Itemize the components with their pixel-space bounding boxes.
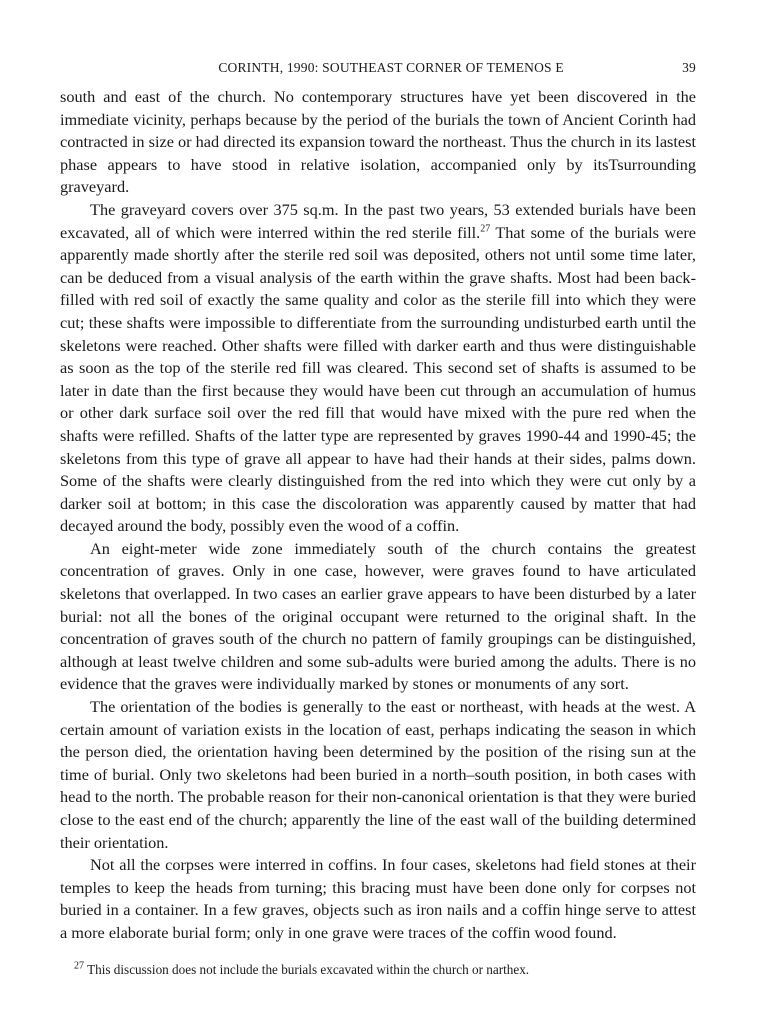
running-header — [60, 60, 696, 76]
paragraph-3: An eight-meter wide zone immediately south of the church contains the greatest concentration of graves. Only in one case, however, were graves found to have articulated skeletons that overlapped. In two cases an earlier grave appears to have been disturbed by a later burial: not all the bones of the original occupant were returned to the original shaft. In the concentration of graves south of the church no pattern of family groupings can be distinguished, although at least twelve children and some sub-adults were buried among the adults. There is no evidence that the graves were individually marked by stones or monuments of any sort. — [60, 538, 696, 694]
footnote-text: This discussion does not include the burials excavated within the church or narthex. — [87, 961, 530, 977]
page — [60, 60, 696, 978]
paragraph-5: Not all the corpses were interred in coffins. In four cases, skeletons had field stones at their temples to keep the heads from turning; this bracing must have been done only for corpses not buried in a container. In a few graves, objects such as iron nails and a coffin hinge serve to attest a more elaborate burial form; only in one grave were traces of the coffin wood found. — [60, 855, 696, 942]
footnote-number: 27 — [74, 960, 84, 972]
page-number: 39 — [682, 60, 696, 75]
paragraph-2 — [60, 199, 696, 538]
paragraph-2-text-after: That some of the burials were apparently made shortly after the sterile red soil was deposited, others not until some time later, can be deduced from a visual analysis of the earth within the grave shafts. Most had been back-filled with red soil of exactly the same quality and color as the sterile fill into which they were cut; these shafts were impossible to differentiate from the surrounding undisturbed earth until the skeletons were reached. Other shafts were filled with darker earth and thus were distinguishable as soon as the top of the sterile red fill was cleared. This second set of shafts is assumed to be later in date than the first because they would have been cut through an accumulation of humus or other dark surface soil over the red fill that would have mixed with the pure red when the shafts were refilled. Shafts of the latter type are represented by graves 1990-44 and 1990-45; the skeletons from this type of grave all appear to have had their hands at their sides, palms down. Some of the shafts were clearly distinguished from the red into which they were cut only by a darker soil at bottom; in this case the discoloration was apparently caused by matter that had decayed around the body, possibly even the wood of a coffin. — [60, 222, 696, 536]
body-text — [60, 86, 696, 945]
paragraph-4: The orientation of the bodies is generally to the east or northeast, with heads at the west. A certain amount of variation exists in the location of east, perhaps indicating the season in which the person died, the orientation having been determined by the position of the rising sun at the time of burial. Only two skeletons had been buried in a north–south position, in both cases with head to the north. The probable reason for their non-canonical orientation is that they were buried close to the east end of the church; apparently the line of the east wall of the building determined their orientation. — [60, 697, 696, 852]
paragraph-2-text-before: The graveyard covers over 375 sq.m. In the past two years, 53 extended burials have been excavated, all of which were interred within the red sterile fill. — [60, 199, 696, 242]
paragraph-1: south and east of the church. No contemporary structures have yet been discovered in the immediate vicinity, perhaps because by the period of the burials the town of Ancient Corinth had contracted in size or had directed its expansion toward the northeast. Thus the church in its lastest phase appears to have stood in relative isolation, accompanied only by itsTsurrounding graveyard. — [60, 87, 696, 197]
running-title: CORINTH, 1990: SOUTHEAST CORNER OF TEMENOS E — [218, 60, 564, 75]
footnote — [60, 961, 696, 978]
footnote-reference[interactable]: 27 — [480, 223, 491, 235]
